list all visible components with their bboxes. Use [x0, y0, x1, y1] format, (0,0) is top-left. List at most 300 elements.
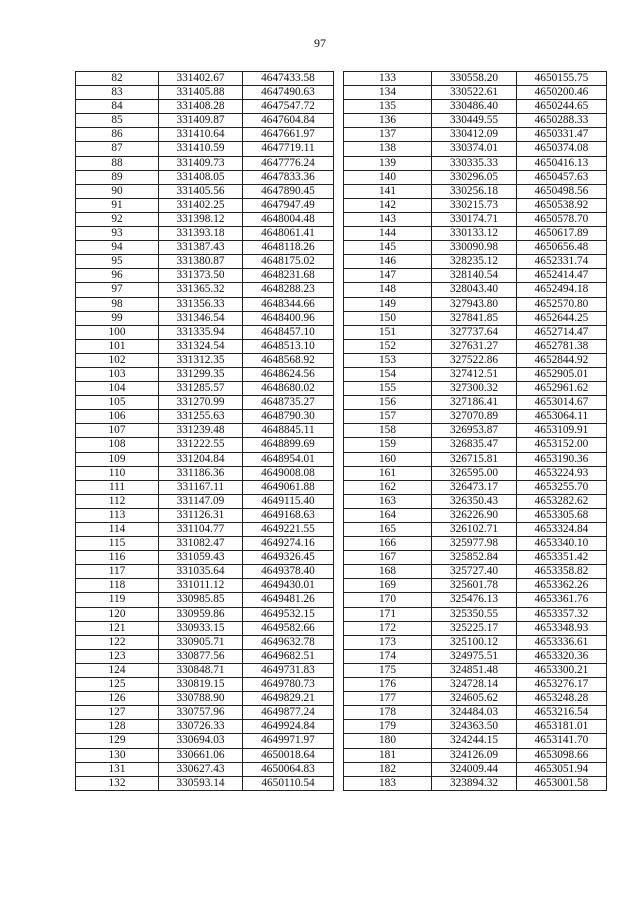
table-row [344, 678, 607, 692]
table-row [344, 100, 607, 114]
x-coordinate-cell: 331373.50 [159, 269, 243, 283]
y-coordinate-cell: 4648118.26 [243, 241, 334, 255]
table-row [76, 635, 334, 649]
y-coordinate-cell: 4648899.69 [243, 438, 334, 452]
point-number-cell: 129 [76, 734, 159, 748]
x-coordinate-cell: 330959.86 [159, 607, 243, 621]
x-coordinate-cell: 327631.27 [432, 339, 517, 353]
x-coordinate-cell: 324363.50 [432, 720, 517, 734]
table-row [76, 720, 334, 734]
x-coordinate-cell: 326595.00 [432, 466, 517, 480]
x-coordinate-cell: 330933.15 [159, 621, 243, 635]
y-coordinate-cell: 4649877.24 [243, 706, 334, 720]
y-coordinate-cell: 4653282.62 [517, 494, 607, 508]
table-row [76, 255, 334, 269]
x-coordinate-cell: 326473.17 [432, 480, 517, 494]
x-coordinate-cell: 323894.32 [432, 776, 517, 790]
y-coordinate-cell: 4647719.11 [243, 142, 334, 156]
table-row [76, 353, 334, 367]
table-row [76, 100, 334, 114]
table-row [344, 706, 607, 720]
point-number-cell: 102 [76, 353, 159, 367]
point-number-cell: 144 [344, 227, 432, 241]
x-coordinate-cell: 328140.54 [432, 269, 517, 283]
x-coordinate-cell: 330694.03 [159, 734, 243, 748]
x-coordinate-cell: 331239.48 [159, 424, 243, 438]
point-number-cell: 177 [344, 692, 432, 706]
point-number-cell: 172 [344, 621, 432, 635]
x-coordinate-cell: 325476.13 [432, 593, 517, 607]
y-coordinate-cell: 4650416.13 [517, 156, 607, 170]
y-coordinate-cell: 4653014.67 [517, 396, 607, 410]
table-row [344, 396, 607, 410]
y-coordinate-cell: 4653357.32 [517, 607, 607, 621]
y-coordinate-cell: 4652961.62 [517, 382, 607, 396]
y-coordinate-cell: 4649274.16 [243, 537, 334, 551]
y-coordinate-cell: 4652570.80 [517, 297, 607, 311]
x-coordinate-cell: 331324.54 [159, 339, 243, 353]
table-row [76, 86, 334, 100]
point-number-cell: 99 [76, 311, 159, 325]
x-coordinate-cell: 330905.71 [159, 635, 243, 649]
y-coordinate-cell: 4653362.26 [517, 579, 607, 593]
y-coordinate-cell: 4647547.72 [243, 100, 334, 114]
table-row [344, 128, 607, 142]
table-row [344, 283, 607, 297]
table-row [76, 311, 334, 325]
table-row [344, 635, 607, 649]
table-row [344, 156, 607, 170]
x-coordinate-cell: 330174.71 [432, 212, 517, 226]
point-number-cell: 122 [76, 635, 159, 649]
x-coordinate-cell: 331011.12 [159, 579, 243, 593]
x-coordinate-cell: 331356.33 [159, 297, 243, 311]
point-number-cell: 161 [344, 466, 432, 480]
y-coordinate-cell: 4649008.08 [243, 466, 334, 480]
y-coordinate-cell: 4650578.70 [517, 212, 607, 226]
table-row [344, 748, 607, 762]
y-coordinate-cell: 4647776.24 [243, 156, 334, 170]
point-number-cell: 183 [344, 776, 432, 790]
x-coordinate-cell: 324244.15 [432, 734, 517, 748]
point-number-cell: 90 [76, 184, 159, 198]
x-coordinate-cell: 330256.18 [432, 184, 517, 198]
table-row [76, 114, 334, 128]
y-coordinate-cell: 4650331.47 [517, 128, 607, 142]
y-coordinate-cell: 4652414.47 [517, 269, 607, 283]
point-number-cell: 139 [344, 156, 432, 170]
table-row [76, 128, 334, 142]
x-coordinate-cell: 327412.51 [432, 367, 517, 381]
point-number-cell: 85 [76, 114, 159, 128]
y-coordinate-cell: 4650617.89 [517, 227, 607, 241]
point-number-cell: 138 [344, 142, 432, 156]
point-number-cell: 165 [344, 523, 432, 537]
point-number-cell: 155 [344, 382, 432, 396]
y-coordinate-cell: 4650656.48 [517, 241, 607, 255]
table-row [76, 523, 334, 537]
point-number-cell: 96 [76, 269, 159, 283]
y-coordinate-cell: 4648513.10 [243, 339, 334, 353]
x-coordinate-cell: 331408.28 [159, 100, 243, 114]
point-number-cell: 135 [344, 100, 432, 114]
table-row [344, 311, 607, 325]
y-coordinate-cell: 4650457.63 [517, 170, 607, 184]
x-coordinate-cell: 325350.55 [432, 607, 517, 621]
y-coordinate-cell: 4653051.94 [517, 762, 607, 776]
coordinates-table-left [75, 71, 334, 791]
point-number-cell: 93 [76, 227, 159, 241]
x-coordinate-cell: 327186.41 [432, 396, 517, 410]
x-coordinate-cell: 330593.14 [159, 776, 243, 790]
x-coordinate-cell: 331147.09 [159, 494, 243, 508]
x-coordinate-cell: 331126.31 [159, 508, 243, 522]
x-coordinate-cell: 326350.43 [432, 494, 517, 508]
table-row [76, 537, 334, 551]
point-number-cell: 154 [344, 367, 432, 381]
point-number-cell: 123 [76, 649, 159, 663]
table-row [344, 579, 607, 593]
y-coordinate-cell: 4648680.02 [243, 382, 334, 396]
point-number-cell: 181 [344, 748, 432, 762]
y-coordinate-cell: 4653348.93 [517, 621, 607, 635]
point-number-cell: 142 [344, 198, 432, 212]
point-number-cell: 91 [76, 198, 159, 212]
y-coordinate-cell: 4649532.15 [243, 607, 334, 621]
point-number-cell: 97 [76, 283, 159, 297]
table-row [344, 424, 607, 438]
y-coordinate-cell: 4653358.82 [517, 565, 607, 579]
coordinates-table-right [343, 71, 607, 791]
table-row [76, 241, 334, 255]
y-coordinate-cell: 4648061.41 [243, 227, 334, 241]
table-row [344, 325, 607, 339]
table-row [344, 184, 607, 198]
x-coordinate-cell: 330661.06 [159, 748, 243, 762]
x-coordinate-cell: 326953.87 [432, 424, 517, 438]
table-row [76, 706, 334, 720]
x-coordinate-cell: 328235.12 [432, 255, 517, 269]
table-row [344, 297, 607, 311]
x-coordinate-cell: 331387.43 [159, 241, 243, 255]
table-row [76, 184, 334, 198]
x-coordinate-cell: 327943.80 [432, 297, 517, 311]
y-coordinate-cell: 4652781.38 [517, 339, 607, 353]
x-coordinate-cell: 327737.64 [432, 325, 517, 339]
point-number-cell: 126 [76, 692, 159, 706]
x-coordinate-cell: 330335.33 [432, 156, 517, 170]
y-coordinate-cell: 4650018.64 [243, 748, 334, 762]
y-coordinate-cell: 4648231.68 [243, 269, 334, 283]
point-number-cell: 104 [76, 382, 159, 396]
x-coordinate-cell: 330757.96 [159, 706, 243, 720]
point-number-cell: 141 [344, 184, 432, 198]
table-row [76, 621, 334, 635]
table-row [76, 212, 334, 226]
table-row [76, 367, 334, 381]
y-coordinate-cell: 4653216.54 [517, 706, 607, 720]
y-coordinate-cell: 4648845.11 [243, 424, 334, 438]
point-number-cell: 136 [344, 114, 432, 128]
point-number-cell: 182 [344, 762, 432, 776]
table-row [344, 410, 607, 424]
x-coordinate-cell: 331410.64 [159, 128, 243, 142]
point-number-cell: 156 [344, 396, 432, 410]
table-row [76, 396, 334, 410]
x-coordinate-cell: 326226.90 [432, 508, 517, 522]
table-row [76, 480, 334, 494]
x-coordinate-cell: 331335.94 [159, 325, 243, 339]
x-coordinate-cell: 331365.32 [159, 283, 243, 297]
y-coordinate-cell: 4647833.36 [243, 170, 334, 184]
y-coordinate-cell: 4649829.21 [243, 692, 334, 706]
y-coordinate-cell: 4653351.42 [517, 551, 607, 565]
x-coordinate-cell: 331270.99 [159, 396, 243, 410]
point-number-cell: 89 [76, 170, 159, 184]
x-coordinate-cell: 330726.33 [159, 720, 243, 734]
y-coordinate-cell: 4653255.70 [517, 480, 607, 494]
table-row [76, 692, 334, 706]
point-number-cell: 174 [344, 649, 432, 663]
point-number-cell: 124 [76, 663, 159, 677]
y-coordinate-cell: 4650155.75 [517, 72, 607, 86]
x-coordinate-cell: 330819.15 [159, 678, 243, 692]
point-number-cell: 170 [344, 593, 432, 607]
y-coordinate-cell: 4653001.58 [517, 776, 607, 790]
y-coordinate-cell: 4653361.76 [517, 593, 607, 607]
table-row [76, 170, 334, 184]
table-row [76, 142, 334, 156]
x-coordinate-cell: 325852.84 [432, 551, 517, 565]
table-row [344, 198, 607, 212]
point-number-cell: 86 [76, 128, 159, 142]
x-coordinate-cell: 331393.18 [159, 227, 243, 241]
table-row [344, 621, 607, 635]
point-number-cell: 95 [76, 255, 159, 269]
y-coordinate-cell: 4653340.10 [517, 537, 607, 551]
y-coordinate-cell: 4647947.49 [243, 198, 334, 212]
y-coordinate-cell: 4649115.40 [243, 494, 334, 508]
point-number-cell: 167 [344, 551, 432, 565]
y-coordinate-cell: 4649481.26 [243, 593, 334, 607]
y-coordinate-cell: 4647890.45 [243, 184, 334, 198]
y-coordinate-cell: 4647604.84 [243, 114, 334, 128]
point-number-cell: 118 [76, 579, 159, 593]
x-coordinate-cell: 330449.55 [432, 114, 517, 128]
table-row [344, 537, 607, 551]
point-number-cell: 83 [76, 86, 159, 100]
table-row [76, 339, 334, 353]
point-number-cell: 175 [344, 663, 432, 677]
y-coordinate-cell: 4649731.83 [243, 663, 334, 677]
table-row [344, 762, 607, 776]
y-coordinate-cell: 4648568.92 [243, 353, 334, 367]
y-coordinate-cell: 4652905.01 [517, 367, 607, 381]
point-number-cell: 131 [76, 762, 159, 776]
table-row [76, 297, 334, 311]
y-coordinate-cell: 4653300.21 [517, 663, 607, 677]
point-number-cell: 157 [344, 410, 432, 424]
point-number-cell: 125 [76, 678, 159, 692]
table-row [344, 382, 607, 396]
table-row [76, 227, 334, 241]
point-number-cell: 140 [344, 170, 432, 184]
y-coordinate-cell: 4653305.68 [517, 508, 607, 522]
table-row [76, 607, 334, 621]
table-row [76, 565, 334, 579]
table-row [76, 156, 334, 170]
point-number-cell: 166 [344, 537, 432, 551]
table-row [76, 551, 334, 565]
point-number-cell: 84 [76, 100, 159, 114]
table-row [344, 466, 607, 480]
y-coordinate-cell: 4649682.51 [243, 649, 334, 663]
y-coordinate-cell: 4653181.01 [517, 720, 607, 734]
point-number-cell: 88 [76, 156, 159, 170]
y-coordinate-cell: 4650288.33 [517, 114, 607, 128]
table-row [76, 762, 334, 776]
y-coordinate-cell: 4649168.63 [243, 508, 334, 522]
table-row [344, 170, 607, 184]
point-number-cell: 132 [76, 776, 159, 790]
point-number-cell: 109 [76, 452, 159, 466]
point-number-cell: 176 [344, 678, 432, 692]
y-coordinate-cell: 4653109.91 [517, 424, 607, 438]
table-row [76, 410, 334, 424]
y-coordinate-cell: 4653152.00 [517, 438, 607, 452]
table-row [344, 565, 607, 579]
y-coordinate-cell: 4648954.01 [243, 452, 334, 466]
y-coordinate-cell: 4649430.01 [243, 579, 334, 593]
table-row [76, 72, 334, 86]
page-number: 97 [314, 36, 326, 50]
table-row [76, 466, 334, 480]
point-number-cell: 147 [344, 269, 432, 283]
point-number-cell: 130 [76, 748, 159, 762]
point-number-cell: 160 [344, 452, 432, 466]
x-coordinate-cell: 331035.64 [159, 565, 243, 579]
y-coordinate-cell: 4649326.45 [243, 551, 334, 565]
x-coordinate-cell: 324484.03 [432, 706, 517, 720]
x-coordinate-cell: 326102.71 [432, 523, 517, 537]
y-coordinate-cell: 4649632.78 [243, 635, 334, 649]
y-coordinate-cell: 4647433.58 [243, 72, 334, 86]
point-number-cell: 151 [344, 325, 432, 339]
table-row [344, 551, 607, 565]
y-coordinate-cell: 4650498.56 [517, 184, 607, 198]
table-row [344, 649, 607, 663]
table-row [344, 494, 607, 508]
y-coordinate-cell: 4650538.92 [517, 198, 607, 212]
y-coordinate-cell: 4648344.66 [243, 297, 334, 311]
point-number-cell: 146 [344, 255, 432, 269]
x-coordinate-cell: 327070.89 [432, 410, 517, 424]
point-number-cell: 121 [76, 621, 159, 635]
x-coordinate-cell: 324126.09 [432, 748, 517, 762]
y-coordinate-cell: 4648624.56 [243, 367, 334, 381]
point-number-cell: 119 [76, 593, 159, 607]
x-coordinate-cell: 331402.25 [159, 198, 243, 212]
point-number-cell: 159 [344, 438, 432, 452]
y-coordinate-cell: 4650064.83 [243, 762, 334, 776]
x-coordinate-cell: 325727.40 [432, 565, 517, 579]
x-coordinate-cell: 324605.62 [432, 692, 517, 706]
y-coordinate-cell: 4652644.25 [517, 311, 607, 325]
y-coordinate-cell: 4649378.40 [243, 565, 334, 579]
point-number-cell: 116 [76, 551, 159, 565]
x-coordinate-cell: 331222.55 [159, 438, 243, 452]
table-row [344, 241, 607, 255]
y-coordinate-cell: 4649582.66 [243, 621, 334, 635]
x-coordinate-cell: 324851.48 [432, 663, 517, 677]
x-coordinate-cell: 325977.98 [432, 537, 517, 551]
point-number-cell: 87 [76, 142, 159, 156]
point-number-cell: 163 [344, 494, 432, 508]
point-number-cell: 178 [344, 706, 432, 720]
table-row [344, 227, 607, 241]
table-row [76, 198, 334, 212]
point-number-cell: 145 [344, 241, 432, 255]
point-number-cell: 114 [76, 523, 159, 537]
y-coordinate-cell: 4652714.47 [517, 325, 607, 339]
point-number-cell: 120 [76, 607, 159, 621]
table-row [344, 607, 607, 621]
table-row [76, 579, 334, 593]
x-coordinate-cell: 330627.43 [159, 762, 243, 776]
x-coordinate-cell: 324975.51 [432, 649, 517, 663]
point-number-cell: 143 [344, 212, 432, 226]
point-number-cell: 180 [344, 734, 432, 748]
point-number-cell: 137 [344, 128, 432, 142]
table-row [344, 269, 607, 283]
point-number-cell: 179 [344, 720, 432, 734]
x-coordinate-cell: 327841.85 [432, 311, 517, 325]
x-coordinate-cell: 331104.77 [159, 523, 243, 537]
y-coordinate-cell: 4653336.61 [517, 635, 607, 649]
y-coordinate-cell: 4652331.74 [517, 255, 607, 269]
x-coordinate-cell: 330848.71 [159, 663, 243, 677]
point-number-cell: 162 [344, 480, 432, 494]
y-coordinate-cell: 4647490.63 [243, 86, 334, 100]
x-coordinate-cell: 325225.17 [432, 621, 517, 635]
point-number-cell: 158 [344, 424, 432, 438]
x-coordinate-cell: 330374.01 [432, 142, 517, 156]
table-row [76, 663, 334, 677]
table-row [76, 452, 334, 466]
point-number-cell: 173 [344, 635, 432, 649]
point-number-cell: 150 [344, 311, 432, 325]
y-coordinate-cell: 4650244.65 [517, 100, 607, 114]
y-coordinate-cell: 4653224.93 [517, 466, 607, 480]
y-coordinate-cell: 4648790.30 [243, 410, 334, 424]
x-coordinate-cell: 331402.67 [159, 72, 243, 86]
table-row [344, 663, 607, 677]
y-coordinate-cell: 4650200.46 [517, 86, 607, 100]
x-coordinate-cell: 331167.11 [159, 480, 243, 494]
y-coordinate-cell: 4653098.66 [517, 748, 607, 762]
x-coordinate-cell: 331059.43 [159, 551, 243, 565]
point-number-cell: 153 [344, 353, 432, 367]
table-row [344, 353, 607, 367]
table-row [344, 523, 607, 537]
table-row [344, 339, 607, 353]
y-coordinate-cell: 4653324.84 [517, 523, 607, 537]
y-coordinate-cell: 4653248.28 [517, 692, 607, 706]
point-number-cell: 168 [344, 565, 432, 579]
x-coordinate-cell: 325601.78 [432, 579, 517, 593]
x-coordinate-cell: 330788.90 [159, 692, 243, 706]
point-number-cell: 169 [344, 579, 432, 593]
